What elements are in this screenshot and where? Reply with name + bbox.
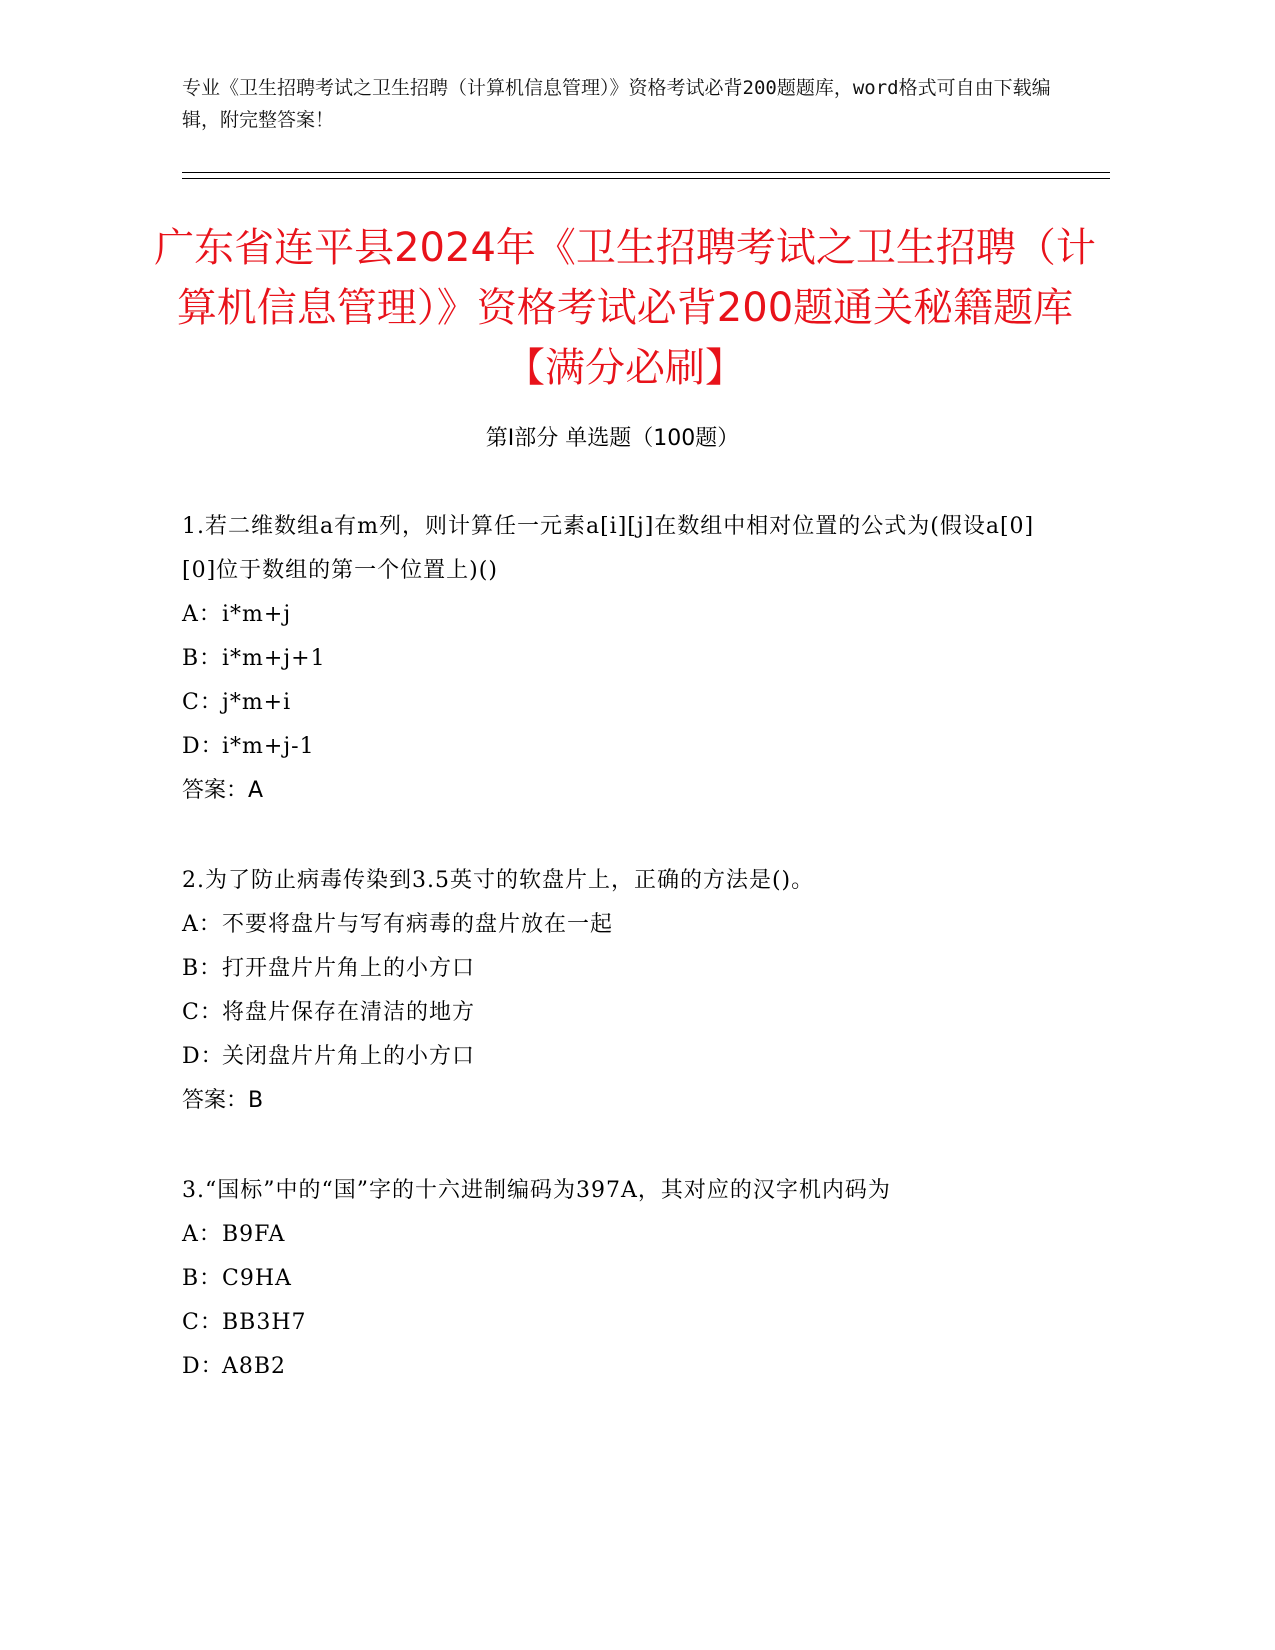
option-key: D：	[182, 1044, 224, 1069]
option-c	[182, 991, 1052, 1035]
option-text: j*m+i	[222, 690, 292, 715]
option-key: A：	[182, 912, 222, 937]
question-stem: 3.“国标”中的“国”字的十六进制编码为397A，其对应的汉字机内码为	[182, 1178, 891, 1203]
question-3	[182, 1169, 1052, 1389]
option-text: 将盘片保存在清洁的地方	[222, 1000, 476, 1025]
header-divider-bottom	[182, 178, 1110, 179]
answer: 答案：B	[182, 1088, 264, 1113]
option-text: i*m+j+1	[222, 646, 326, 671]
question-1	[182, 505, 1052, 813]
option-c	[182, 681, 1052, 725]
option-d	[182, 1345, 1052, 1389]
option-key: D：	[182, 1354, 224, 1379]
option-d	[182, 1035, 1052, 1079]
document-title: 广东省连平县2024年《卫生招聘考试之卫生招聘（计算机信息管理）》资格考试必背200题通关秘籍题库【满分必刷】	[154, 225, 1096, 391]
option-key: B：	[182, 646, 223, 671]
option-key: A：	[182, 602, 222, 627]
option-c	[182, 1301, 1052, 1345]
answer: 答案：A	[182, 778, 264, 803]
header-note: 专业《卫生招聘考试之卫生招聘（计算机信息管理）》资格考试必背200题题库，word格式可自由下载编辑，附完整答案！	[182, 77, 1051, 131]
option-a	[182, 593, 1052, 637]
option-d	[182, 725, 1052, 769]
option-text: A8B2	[222, 1354, 287, 1379]
option-b	[182, 637, 1052, 681]
option-b	[182, 947, 1052, 991]
option-text: 关闭盘片片角上的小方口	[222, 1044, 476, 1069]
option-b	[182, 1257, 1052, 1301]
option-key: C：	[182, 1000, 223, 1025]
option-a	[182, 903, 1052, 947]
question-list	[182, 505, 1052, 1435]
option-key: C：	[182, 1310, 223, 1335]
option-text: 打开盘片片角上的小方口	[222, 956, 476, 981]
option-text: i*m+j-1	[222, 734, 315, 759]
option-key: B：	[182, 1266, 223, 1291]
option-key: C：	[182, 690, 223, 715]
option-text: B9FA	[222, 1222, 286, 1247]
option-text: C9HA	[222, 1266, 292, 1291]
option-key: D：	[182, 734, 224, 759]
option-a	[182, 1213, 1052, 1257]
option-key: A：	[182, 1222, 222, 1247]
option-text: 不要将盘片与写有病毒的盘片放在一起	[222, 912, 614, 937]
option-text: i*m+j	[222, 602, 292, 627]
question-2	[182, 859, 1052, 1123]
option-key: B：	[182, 956, 223, 981]
option-text: BB3H7	[222, 1310, 307, 1335]
header-divider-top	[182, 172, 1110, 173]
section-heading: 第I部分 单选题（100题）	[485, 426, 740, 451]
question-stem: 2.为了防止病毒传染到3.5英寸的软盘片上，正确的方法是()。	[182, 868, 815, 893]
question-stem: 1.若二维数组a有m列，则计算任一元素a[i][j]在数组中相对位置的公式为(假设a[0][0]位于数组的第一个位置上)()	[182, 514, 1035, 583]
